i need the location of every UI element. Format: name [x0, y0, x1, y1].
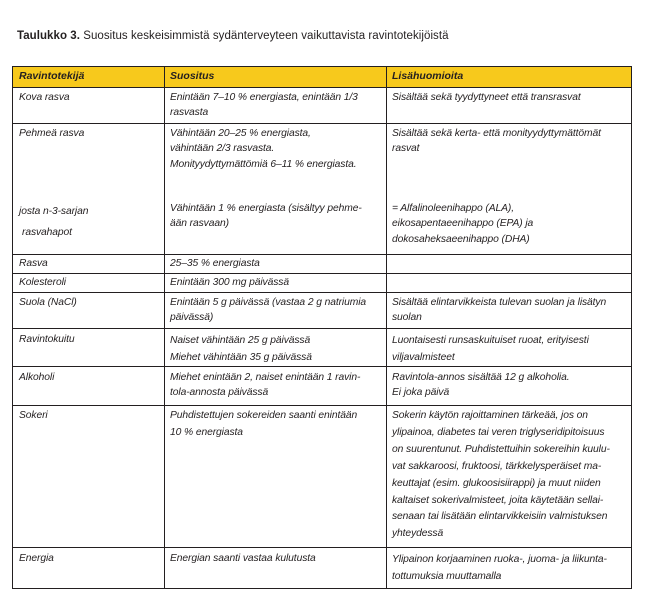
subfactor-cell: josta n-3-sarjan rasvahapot: [19, 206, 89, 238]
header-notes: Lisähuomioita: [392, 70, 464, 82]
notes-cell: Sisältää sekä tyydyttyneet että transrasvat: [392, 92, 581, 103]
caption-number: Taulukko 3.: [17, 30, 80, 42]
notes-cell: Luontaisesti runsaskuituiset ruoat, erityisesti viljavalmisteet: [392, 335, 589, 363]
row-divider: [13, 366, 631, 367]
column-divider: [386, 67, 387, 588]
table-header-row: [13, 67, 631, 87]
notes-cell: Ylipainon korjaaminen ruoka-, juoma- ja liikunta- tottumuksia muuttamalla: [392, 554, 607, 582]
factor-cell: Rasva: [19, 258, 48, 269]
factor-cell: Pehmeä rasva: [19, 128, 85, 139]
row-divider: [13, 405, 631, 406]
recommendation-cell: Vähintään 20–25 % energiasta, vähintään 2/3 rasvasta. Monityydyttymättömiä 6–11 % energiasta.: [170, 128, 357, 170]
factor-cell: Kolesteroli: [19, 277, 66, 288]
row-divider: [13, 87, 631, 88]
row-divider: [13, 123, 631, 124]
recommendation-cell: Enintään 7–10 % energiasta, enintään 1/3 rasvasta: [170, 92, 358, 119]
sub-notes-cell: = Alfalinoleenihappo (ALA), eikosapentaeenihappo (EPA) ja dokosaheksaeenihappo (DHA): [392, 203, 534, 245]
header-recommendation: Suositus: [170, 70, 215, 82]
notes-cell: Ravintola-annos sisältää 12 g alkoholia. Ei joka päivä: [392, 372, 570, 399]
row-divider: [13, 292, 631, 293]
recommendation-cell: 25–35 % energiasta: [170, 258, 260, 269]
recommendation-cell: Naiset vähintään 25 g päivässä Miehet vähintään 35 g päivässä: [170, 335, 312, 363]
factor-cell: Suola (NaCl): [19, 297, 77, 308]
nutrition-table: [12, 66, 632, 589]
row-divider: [13, 273, 631, 274]
factor-cell: Ravintokuitu: [19, 334, 75, 345]
recommendation-cell: Puhdistettujen sokereiden saanti enintään 10 % energiasta: [170, 410, 358, 438]
factor-cell: Sokeri: [19, 410, 48, 421]
row-divider: [13, 547, 631, 548]
sub-recommendation-cell: Vähintään 1 % energiasta (sisältyy pehme- ään rasvaan): [170, 203, 362, 230]
recommendation-cell: Enintään 300 mg päivässä: [170, 277, 289, 288]
header-factor: Ravintotekijä: [19, 70, 85, 82]
notes-cell: Sokerin käytön rajoittaminen tärkeää, jos on ylipainoa, diabetes tai veren triglyseridipitoisuus on suurentunut. Puhdistettuihin sokereihin kuulu- vat sakkaroosi, fruktoosi, tärkkelysperäiset ma- keuttajat (esim. glukoosisiirappi) ja muut niiden kaltaiset sokerivalmisteet, joita käytetään sellai- senaan tai lisätään elintarvikkeisiin valmistuksen yhteydessä: [392, 410, 610, 540]
table-caption: [17, 30, 449, 42]
notes-cell: Sisältää sekä kerta- että monityydyttymättömät rasvat: [392, 128, 601, 155]
factor-cell: Kova rasva: [19, 92, 70, 103]
notes-cell: Sisältää elintarvikkeista tulevan suolan ja lisätyn suolan: [392, 297, 607, 324]
factor-cell: Alkoholi: [19, 372, 55, 383]
row-divider: [13, 254, 631, 255]
caption-title: Suositus keskeisimmistä sydänterveyteen vaikuttavista ravintotekijöistä: [83, 30, 449, 42]
recommendation-cell: Energian saanti vastaa kulutusta: [170, 553, 316, 564]
recommendation-cell: Enintään 5 g päivässä (vastaa 2 g natriumia päivässä): [170, 297, 367, 324]
factor-cell: Energia: [19, 553, 54, 564]
column-divider: [164, 67, 165, 588]
row-divider: [13, 328, 631, 329]
recommendation-cell: Miehet enintään 2, naiset enintään 1 ravin- tola-annosta päivässä: [170, 372, 361, 399]
